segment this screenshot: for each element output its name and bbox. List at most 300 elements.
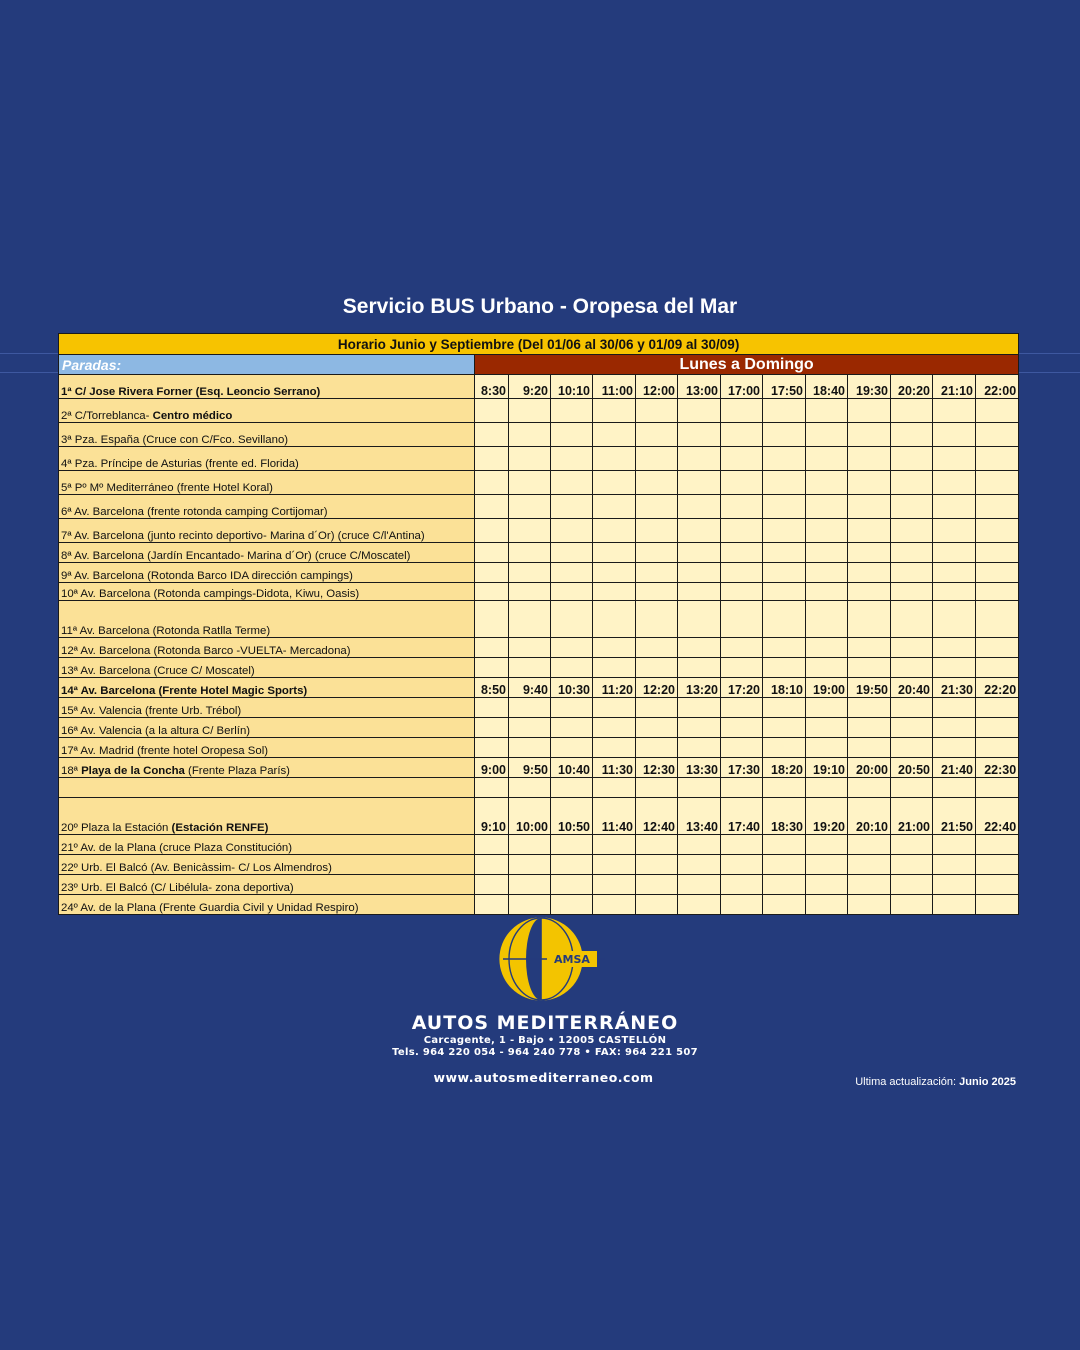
departure-time <box>475 835 509 855</box>
departure-time <box>891 563 933 583</box>
departure-time <box>509 895 551 915</box>
departure-time <box>933 519 976 543</box>
table-row <box>59 835 1019 855</box>
departure-time <box>976 563 1019 583</box>
table-row <box>59 601 1019 638</box>
departure-time <box>891 399 933 423</box>
departure-time <box>848 718 891 738</box>
departure-time <box>636 835 678 855</box>
departure-time <box>721 471 763 495</box>
departure-time <box>475 495 509 519</box>
departure-time <box>806 738 848 758</box>
table-row <box>59 375 1019 399</box>
departure-time: 12:20 <box>636 678 678 698</box>
departure-time <box>976 835 1019 855</box>
departure-time: 21:50 <box>933 798 976 835</box>
departure-time: 10:10 <box>551 375 593 399</box>
departure-time <box>678 471 721 495</box>
departure-time <box>509 563 551 583</box>
departure-time <box>551 638 593 658</box>
departure-time <box>933 718 976 738</box>
departure-time <box>848 399 891 423</box>
departure-time <box>891 718 933 738</box>
stop-name-part: 2ª C/Torreblanca- <box>61 410 153 422</box>
departure-time <box>593 855 636 875</box>
departure-time: 19:10 <box>806 758 848 778</box>
departure-time <box>551 855 593 875</box>
departure-time <box>509 423 551 447</box>
departure-time <box>551 875 593 895</box>
departure-time <box>593 895 636 915</box>
departure-time <box>976 495 1019 519</box>
departure-time <box>593 471 636 495</box>
company-address: Carcagente, 1 - Bajo • 12005 CASTELLÓN <box>423 1035 667 1046</box>
departure-time <box>475 563 509 583</box>
stop-name <box>59 399 475 423</box>
departure-time <box>806 835 848 855</box>
departure-time <box>976 638 1019 658</box>
departure-time <box>933 601 976 638</box>
last-updated <box>855 1076 1016 1088</box>
departure-time <box>848 698 891 718</box>
departure-time <box>933 855 976 875</box>
departure-time <box>933 563 976 583</box>
table-row <box>59 658 1019 678</box>
stop-name <box>59 738 475 758</box>
departure-time <box>551 738 593 758</box>
departure-time <box>806 543 848 563</box>
departure-time <box>509 447 551 471</box>
table-row <box>59 875 1019 895</box>
departure-time <box>976 718 1019 738</box>
departure-time <box>636 563 678 583</box>
departure-time <box>806 399 848 423</box>
departure-time <box>551 447 593 471</box>
departure-time: 22:30 <box>976 758 1019 778</box>
departure-time: 13:40 <box>678 798 721 835</box>
stop-name-part: 3ª Pza. España (Cruce con C/Fco. Sevillano) <box>61 434 289 446</box>
stop-name <box>59 638 475 658</box>
departure-time <box>891 519 933 543</box>
departure-time <box>551 583 593 601</box>
stop-name <box>59 563 475 583</box>
departure-time <box>636 638 678 658</box>
departure-time <box>636 855 678 875</box>
departure-time <box>933 543 976 563</box>
departure-time <box>475 718 509 738</box>
departure-time <box>551 835 593 855</box>
departure-time: 20:40 <box>891 678 933 698</box>
departure-time <box>721 519 763 543</box>
stop-name <box>59 375 475 399</box>
logo-text: AMSA <box>554 953 590 966</box>
departure-time <box>551 563 593 583</box>
departure-time <box>509 778 551 798</box>
last-updated-label: Ultima actualización: <box>855 1076 960 1088</box>
departure-time <box>636 471 678 495</box>
departure-time <box>976 895 1019 915</box>
departure-time <box>721 658 763 678</box>
departure-time <box>636 875 678 895</box>
departure-time <box>509 718 551 738</box>
stop-name-part: 13ª Av. Barcelona (Cruce C/ Moscatel) <box>61 665 255 677</box>
departure-time <box>593 718 636 738</box>
stop-name <box>59 471 475 495</box>
departure-time <box>475 698 509 718</box>
table-row <box>59 519 1019 543</box>
stop-name-part: 4ª Pza. Príncipe de Asturias (frente ed. Florida) <box>61 458 299 470</box>
period-header: Horario Junio y Septiembre (Del 01/06 al 30/06 y 01/09 al 30/09) <box>59 334 1019 355</box>
departure-time <box>509 543 551 563</box>
departure-time <box>933 423 976 447</box>
stop-name <box>59 543 475 563</box>
departure-time <box>721 895 763 915</box>
departure-time <box>891 601 933 638</box>
departure-time <box>891 658 933 678</box>
departure-time <box>976 423 1019 447</box>
departure-time <box>763 835 806 855</box>
departure-time <box>678 583 721 601</box>
departure-time <box>848 423 891 447</box>
departure-time: 21:00 <box>891 798 933 835</box>
departure-time <box>636 698 678 718</box>
departure-time <box>636 495 678 519</box>
departure-time <box>806 638 848 658</box>
departure-time <box>678 563 721 583</box>
departure-time: 20:20 <box>891 375 933 399</box>
departure-time: 22:00 <box>976 375 1019 399</box>
stop-name-part: 5ª Pº Mº Mediterráneo (frente Hotel Koral) <box>61 482 273 494</box>
departure-time <box>551 495 593 519</box>
departure-time <box>593 658 636 678</box>
departure-time: 18:10 <box>763 678 806 698</box>
departure-time <box>933 698 976 718</box>
departure-time <box>636 399 678 423</box>
departure-time <box>678 895 721 915</box>
company-website[interactable]: www.autosmediterraneo.com <box>433 1070 654 1085</box>
stop-name-part: 9ª Av. Barcelona (Rotonda Barco IDA dirección campings) <box>61 570 353 582</box>
departure-time <box>678 447 721 471</box>
company-name: AUTOS MEDITERRÁNEO <box>411 1012 679 1034</box>
departure-time <box>976 658 1019 678</box>
departure-time <box>475 658 509 678</box>
departure-time <box>678 399 721 423</box>
departure-time <box>806 601 848 638</box>
stop-name <box>59 778 475 798</box>
departure-time <box>848 835 891 855</box>
departure-time <box>891 447 933 471</box>
departure-time: 10:30 <box>551 678 593 698</box>
table-row <box>59 718 1019 738</box>
departure-time <box>976 601 1019 638</box>
departure-time: 19:50 <box>848 678 891 698</box>
header-row <box>59 355 1019 375</box>
departure-time <box>721 778 763 798</box>
departure-time <box>891 543 933 563</box>
departure-time <box>721 638 763 658</box>
departure-time <box>509 583 551 601</box>
departure-time <box>848 519 891 543</box>
departure-time <box>763 638 806 658</box>
departure-time: 18:40 <box>806 375 848 399</box>
stop-name-part: 6ª Av. Barcelona (frente rotonda camping Cortijomar) <box>61 506 328 518</box>
departure-time <box>475 399 509 423</box>
departure-time <box>806 658 848 678</box>
departure-time <box>848 855 891 875</box>
departure-time: 9:00 <box>475 758 509 778</box>
departure-time <box>848 738 891 758</box>
stop-name <box>59 519 475 543</box>
departure-time <box>891 875 933 895</box>
departure-time <box>509 698 551 718</box>
departure-time: 19:20 <box>806 798 848 835</box>
departure-time <box>593 543 636 563</box>
departure-time <box>721 875 763 895</box>
departure-time <box>806 519 848 543</box>
table-row <box>59 738 1019 758</box>
departure-time <box>891 835 933 855</box>
departure-time <box>678 738 721 758</box>
departure-time <box>806 423 848 447</box>
stop-name-part: 22º Urb. El Balcó (Av. Benicàssim- C/ Los Almendros) <box>61 862 332 874</box>
departure-time <box>933 778 976 798</box>
departure-time <box>593 447 636 471</box>
departure-time <box>636 423 678 447</box>
table-row <box>59 543 1019 563</box>
departure-time <box>806 471 848 495</box>
departure-time <box>721 601 763 638</box>
departure-time <box>509 495 551 519</box>
departure-time <box>848 543 891 563</box>
departure-time: 21:10 <box>933 375 976 399</box>
departure-time <box>763 855 806 875</box>
departure-time <box>721 399 763 423</box>
departure-time <box>475 778 509 798</box>
departure-time: 18:20 <box>763 758 806 778</box>
stop-name-part: (Frente Plaza París) <box>184 765 290 777</box>
departure-time <box>891 495 933 519</box>
table-row <box>59 563 1019 583</box>
table-row <box>59 758 1019 778</box>
stop-name <box>59 895 475 915</box>
departure-time <box>678 855 721 875</box>
departure-time <box>678 875 721 895</box>
departure-time <box>763 543 806 563</box>
departure-time <box>891 471 933 495</box>
departure-time <box>475 519 509 543</box>
departure-time <box>933 471 976 495</box>
departure-time <box>721 543 763 563</box>
departure-time: 12:30 <box>636 758 678 778</box>
departure-time <box>678 423 721 447</box>
departure-time <box>721 718 763 738</box>
departure-time <box>848 495 891 519</box>
departure-time <box>763 563 806 583</box>
departure-time <box>593 563 636 583</box>
table-row <box>59 423 1019 447</box>
period-row <box>59 334 1019 355</box>
departure-time <box>976 471 1019 495</box>
departure-time <box>763 399 806 423</box>
departure-time <box>678 718 721 738</box>
departure-time: 10:00 <box>509 798 551 835</box>
departure-time <box>721 583 763 601</box>
page-title: Servicio BUS Urbano - Oropesa del Mar <box>342 295 738 318</box>
departure-time <box>551 658 593 678</box>
departure-time: 18:30 <box>763 798 806 835</box>
departure-time <box>848 471 891 495</box>
departure-time <box>636 895 678 915</box>
departure-time <box>721 563 763 583</box>
departure-time <box>678 601 721 638</box>
table-row <box>59 638 1019 658</box>
departure-time <box>509 658 551 678</box>
last-updated-value: Junio 2025 <box>959 1076 1016 1088</box>
stop-name-part: 1ª C/ Jose Rivera Forner (Esq. Leoncio Serrano) <box>61 386 321 398</box>
departure-time <box>891 638 933 658</box>
departure-time <box>551 718 593 738</box>
departure-time <box>593 778 636 798</box>
table-row <box>59 698 1019 718</box>
stop-name-part: 8ª Av. Barcelona (Jardín Encantado- Marina d´Or) (cruce C/Moscatel) <box>61 550 411 562</box>
departure-time <box>976 519 1019 543</box>
departure-time <box>551 399 593 423</box>
departure-time <box>763 423 806 447</box>
departure-time <box>678 519 721 543</box>
departure-time: 17:20 <box>721 678 763 698</box>
departure-time <box>551 471 593 495</box>
departure-time <box>933 583 976 601</box>
departure-time <box>933 875 976 895</box>
departure-time <box>721 698 763 718</box>
departure-time <box>806 875 848 895</box>
departure-time <box>475 543 509 563</box>
departure-time <box>763 698 806 718</box>
departure-time <box>763 519 806 543</box>
stop-name <box>59 601 475 638</box>
departure-time <box>721 835 763 855</box>
departure-time <box>891 583 933 601</box>
departure-time <box>509 399 551 423</box>
departure-time <box>976 855 1019 875</box>
departure-time: 12:00 <box>636 375 678 399</box>
departure-time <box>475 855 509 875</box>
stops-header: Paradas: <box>59 355 475 375</box>
stop-name-part: 17ª Av. Madrid (frente hotel Oropesa Sol) <box>61 745 269 757</box>
departure-time: 13:00 <box>678 375 721 399</box>
stop-name <box>59 495 475 519</box>
stop-name-part: 21º Av. de la Plana (cruce Plaza Constitución) <box>61 842 293 854</box>
departure-time <box>933 399 976 423</box>
departure-time <box>848 563 891 583</box>
departure-time <box>509 638 551 658</box>
departure-time <box>806 718 848 738</box>
table-row <box>59 895 1019 915</box>
departure-time <box>593 601 636 638</box>
departure-time <box>848 447 891 471</box>
departure-time <box>636 658 678 678</box>
departure-time <box>933 495 976 519</box>
departure-time <box>763 471 806 495</box>
stop-name <box>59 835 475 855</box>
stop-name-part: 15ª Av. Valencia (frente Urb. Trébol) <box>61 705 242 717</box>
departure-time <box>593 698 636 718</box>
departure-time <box>848 601 891 638</box>
departure-time <box>848 583 891 601</box>
departure-time <box>891 698 933 718</box>
departure-time: 17:50 <box>763 375 806 399</box>
stop-name-part: 10ª Av. Barcelona (Rotonda campings-Didota, Kiwu, Oasis) <box>61 588 360 600</box>
departure-time <box>891 895 933 915</box>
departure-time: 17:30 <box>721 758 763 778</box>
stop-name-part: (Estación RENFE) <box>171 822 269 834</box>
departure-time: 20:00 <box>848 758 891 778</box>
departure-time <box>551 895 593 915</box>
departure-time <box>933 738 976 758</box>
departure-time <box>806 495 848 519</box>
schedule-table <box>58 333 1019 915</box>
departure-time <box>763 738 806 758</box>
departure-time: 11:40 <box>593 798 636 835</box>
departure-time <box>806 895 848 915</box>
departure-time <box>551 601 593 638</box>
departure-time <box>848 638 891 658</box>
departure-time: 9:50 <box>509 758 551 778</box>
amsa-logo <box>473 916 609 1006</box>
departure-time <box>475 423 509 447</box>
departure-time: 9:20 <box>509 375 551 399</box>
departure-time <box>891 423 933 447</box>
departure-time <box>763 895 806 915</box>
departure-time <box>678 495 721 519</box>
departure-time <box>976 399 1019 423</box>
departure-time <box>806 583 848 601</box>
departure-time <box>721 447 763 471</box>
stop-name <box>59 447 475 471</box>
departure-time: 11:00 <box>593 375 636 399</box>
departure-time <box>475 638 509 658</box>
stop-name <box>59 583 475 601</box>
departure-time: 10:50 <box>551 798 593 835</box>
departure-time <box>475 471 509 495</box>
stop-name-part: 18ª <box>61 765 82 777</box>
stop-name-part: 24º Av. de la Plana (Frente Guardia Civil y Unidad Respiro) <box>61 902 359 914</box>
departure-time <box>806 778 848 798</box>
departure-time <box>551 698 593 718</box>
departure-time <box>976 738 1019 758</box>
departure-time <box>593 835 636 855</box>
stop-name <box>59 698 475 718</box>
departure-time <box>763 447 806 471</box>
departure-time <box>976 583 1019 601</box>
departure-time <box>593 423 636 447</box>
stop-name <box>59 423 475 447</box>
departure-time <box>763 601 806 638</box>
table-row <box>59 471 1019 495</box>
departure-time <box>593 638 636 658</box>
departure-time <box>763 658 806 678</box>
stop-name-part: Playa de la Concha <box>81 765 185 777</box>
departure-time: 17:40 <box>721 798 763 835</box>
departure-time <box>475 447 509 471</box>
departure-time <box>933 447 976 471</box>
departure-time <box>891 778 933 798</box>
departure-time <box>933 835 976 855</box>
departure-time <box>806 855 848 875</box>
departure-time <box>551 543 593 563</box>
stop-name <box>59 855 475 875</box>
departure-time <box>509 875 551 895</box>
